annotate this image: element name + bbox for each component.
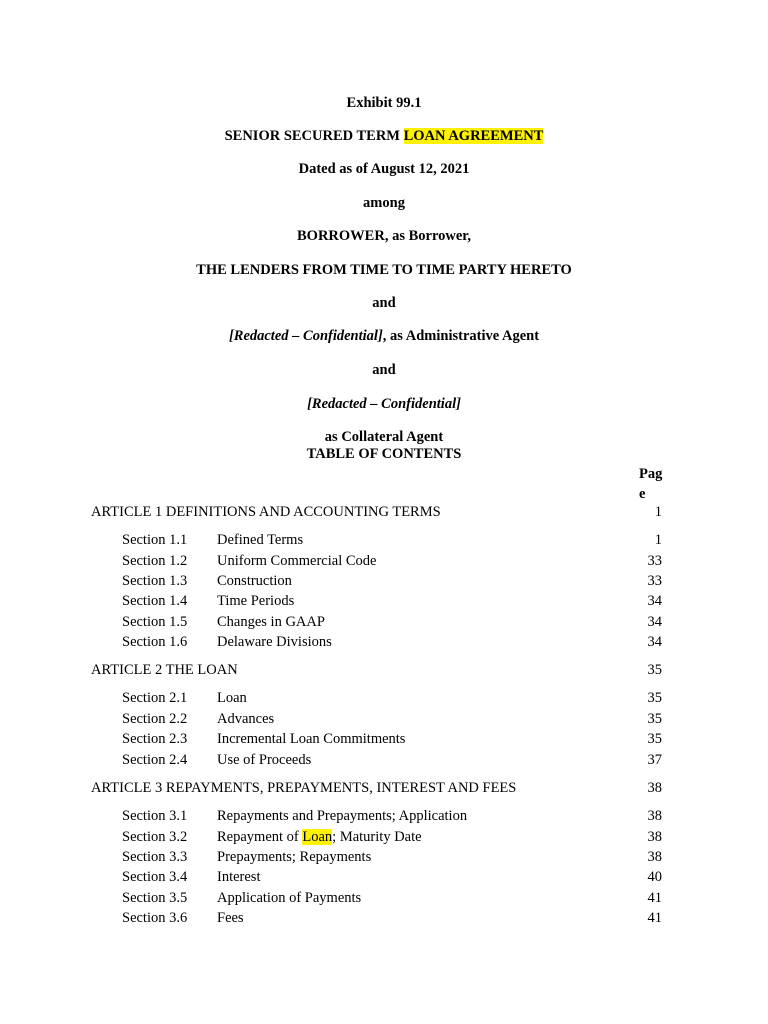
toc-section-page: 38 [647, 849, 662, 865]
toc-section-title[interactable]: Loan [217, 690, 247, 706]
toc-section-title[interactable]: Prepayments; Repayments [217, 849, 372, 865]
toc-section-title[interactable]: Repayments and Prepayments; Application [217, 808, 468, 824]
toc-section-title-prefix: Repayment of [217, 829, 303, 845]
exhibit-label: Exhibit 99.1 [346, 95, 422, 111]
toc-section-page: 40 [647, 869, 662, 885]
toc-section-page: 35 [647, 731, 662, 747]
toc-section-page: 35 [647, 690, 662, 706]
agreement-title [0, 127, 768, 145]
toc-section-number[interactable]: Section 2.1 [122, 690, 188, 706]
toc-section-title[interactable]: Fees [217, 910, 244, 926]
toc-section-number[interactable]: Section 3.5 [122, 890, 188, 906]
agreement-title-highlight: LOAN AGREEMENT [403, 128, 544, 144]
toc-section-page: 41 [647, 890, 662, 906]
admin-agent-role: , as Administrative Agent [382, 328, 540, 344]
toc-title: TABLE OF CONTENTS [306, 446, 462, 462]
toc-section-page: 41 [647, 910, 662, 926]
page-column-header-line2: e [639, 486, 646, 502]
toc-section-title[interactable]: Interest [217, 869, 261, 885]
page-column-header [639, 464, 669, 504]
toc-section-title[interactable]: Use of Proceeds [217, 752, 312, 768]
and-line-2: and [372, 362, 396, 378]
lenders-line: THE LENDERS FROM TIME TO TIME PARTY HERETO [196, 262, 572, 278]
collateral-agent-line: as Collateral Agent [324, 429, 444, 445]
toc-section-page: 33 [647, 553, 662, 569]
toc-section-number[interactable]: Section 1.4 [122, 593, 188, 609]
toc-article-2[interactable]: ARTICLE 2 THE LOAN [91, 662, 238, 678]
toc-article-1-page: 1 [654, 504, 662, 520]
toc-section-page: 37 [647, 752, 662, 768]
toc-section-page: 34 [647, 634, 662, 650]
toc-section-number[interactable]: Section 2.2 [122, 711, 188, 727]
toc-section-number[interactable]: Section 3.6 [122, 910, 188, 926]
toc-section-title[interactable]: Application of Payments [217, 890, 362, 906]
toc-section-number[interactable]: Section 3.3 [122, 849, 188, 865]
toc-article-3[interactable]: ARTICLE 3 REPAYMENTS, PREPAYMENTS, INTEREST AND FEES [91, 780, 517, 796]
toc-section-page: 38 [647, 808, 662, 824]
toc-section-number[interactable]: Section 2.4 [122, 752, 188, 768]
toc-section-page: 34 [647, 614, 662, 630]
among-line: among [363, 195, 405, 211]
toc-section-number[interactable]: Section 1.3 [122, 573, 188, 589]
page-column-header-line1: Pag [639, 466, 663, 482]
toc-section-page: 35 [647, 711, 662, 727]
toc-section-number[interactable]: Section 1.2 [122, 553, 188, 569]
toc-section-title[interactable]: Construction [217, 573, 292, 589]
admin-agent-redacted: [Redacted – Confidential] [228, 328, 383, 344]
toc-section-title[interactable]: Incremental Loan Commitments [217, 731, 406, 747]
borrower-line: BORROWER, as Borrower, [297, 228, 471, 244]
toc-section-page: 33 [647, 573, 662, 589]
toc-section-page: 38 [647, 829, 662, 845]
toc-section-title[interactable]: Time Periods [217, 593, 295, 609]
toc-article-1[interactable]: ARTICLE 1 DEFINITIONS AND ACCOUNTING TERMS [91, 504, 441, 520]
toc-section-number[interactable]: Section 3.2 [122, 829, 188, 845]
toc-article-2-page: 35 [647, 662, 662, 678]
toc-section-title[interactable]: Uniform Commercial Code [217, 553, 377, 569]
dated-line: Dated as of August 12, 2021 [298, 161, 470, 177]
toc-section-number[interactable]: Section 1.6 [122, 634, 188, 650]
toc-section-number[interactable]: Section 1.5 [122, 614, 188, 630]
toc-section-title-suffix: ; Maturity Date [332, 829, 422, 845]
toc-section-title[interactable] [217, 828, 422, 846]
admin-agent-line [0, 327, 768, 345]
toc-section-title-highlight: Loan [302, 829, 333, 845]
toc-section-title[interactable]: Advances [217, 711, 275, 727]
toc-section-number[interactable]: Section 1.1 [122, 532, 188, 548]
and-line-1: and [372, 295, 396, 311]
toc-section-number[interactable]: Section 3.4 [122, 869, 188, 885]
collateral-redacted: [Redacted – Confidential] [307, 396, 461, 412]
toc-article-3-page: 38 [647, 780, 662, 796]
toc-section-number[interactable]: Section 2.3 [122, 731, 188, 747]
toc-section-title[interactable]: Defined Terms [217, 532, 304, 548]
toc-section-title[interactable]: Changes in GAAP [217, 614, 325, 630]
agreement-title-prefix: SENIOR SECURED TERM [224, 128, 404, 144]
toc-section-page: 34 [647, 593, 662, 609]
toc-section-title[interactable]: Delaware Divisions [217, 634, 332, 650]
toc-section-page: 1 [654, 532, 662, 548]
toc-section-number[interactable]: Section 3.1 [122, 808, 188, 824]
